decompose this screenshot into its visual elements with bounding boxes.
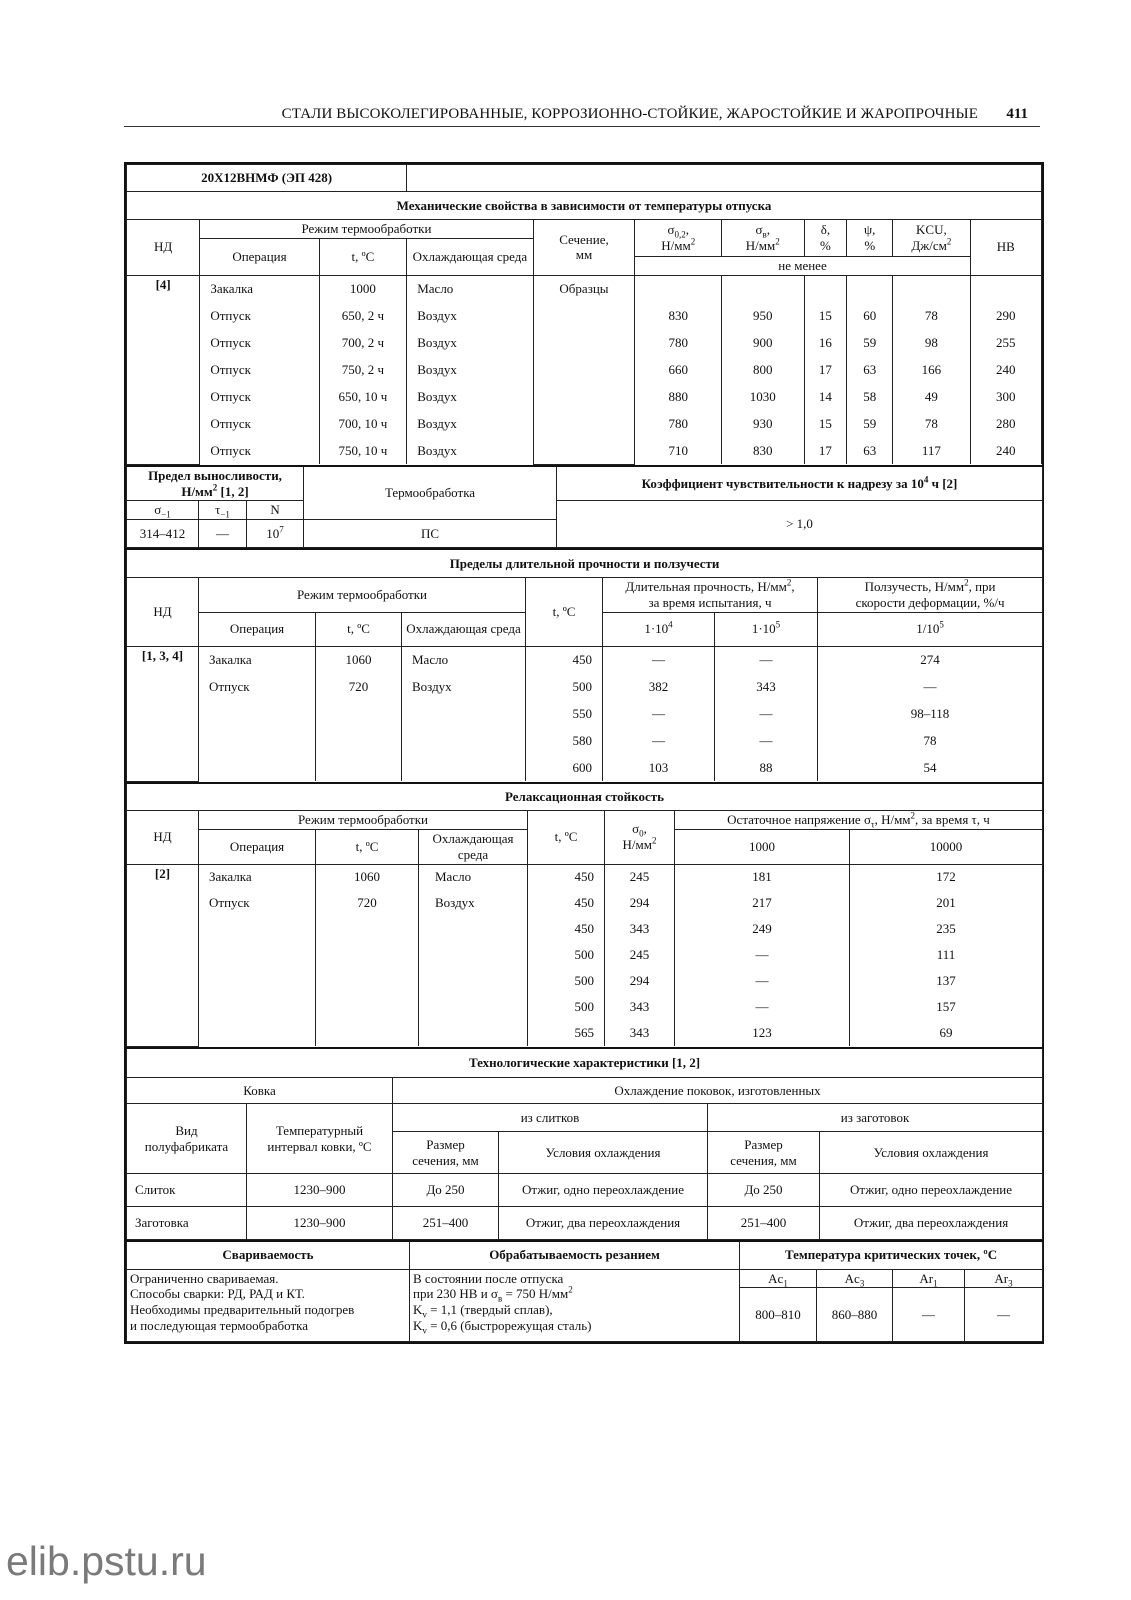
- mech-d: [804, 275, 847, 302]
- tech-title: Технологические характеристики [1, 2]: [127, 1048, 1043, 1078]
- relax-operation: Отпуск: [199, 890, 316, 916]
- mech-s02: [635, 275, 722, 302]
- tech-range: 1230–900: [247, 1174, 393, 1207]
- mech-h-psi: ψ, %: [847, 220, 893, 257]
- tech-h-range: Температурный интервал ковки, ºC: [247, 1104, 393, 1174]
- creep-cooling: Масло: [402, 646, 526, 673]
- relax-1000: —: [675, 942, 850, 968]
- relax-t: [316, 916, 419, 942]
- creep-h-nd: НД: [127, 577, 199, 646]
- relax-10000: 111: [850, 942, 1043, 968]
- table-row: [127, 673, 1043, 700]
- mech-cooling: Воздух: [407, 329, 533, 356]
- mech-s02: 830: [635, 302, 722, 329]
- mech-temp: 750, 2 ч: [319, 356, 407, 383]
- tech-size-1: 251–400: [393, 1207, 499, 1240]
- running-header: [124, 106, 1040, 127]
- mech-d: 17: [804, 437, 847, 464]
- mech-sb: 800: [722, 356, 805, 383]
- mech-sb: 1030: [722, 383, 805, 410]
- mech-hb: 240: [970, 356, 1041, 383]
- mech-title: Механические свойства в зависимости от температуры отпуска: [127, 192, 1042, 220]
- relax-operation: [199, 1020, 316, 1046]
- mech-h-nd: НД: [127, 220, 200, 276]
- table-row: [127, 968, 1043, 994]
- relax-nd: [2]: [127, 864, 199, 1046]
- tech-h-cooling: Охлаждение поковок, изготовленных: [393, 1078, 1043, 1104]
- tech-type: Заготовка: [127, 1207, 247, 1240]
- fatigue-sigma: 314–412: [127, 520, 199, 548]
- creep-l2: —: [715, 727, 818, 754]
- table-row: [127, 646, 1043, 673]
- notch-title: Коэффициент чувствительности к надрезу за $10^4$ ч [2]: [557, 466, 1043, 501]
- creep-table: [126, 548, 1043, 781]
- creep-c: 54: [818, 754, 1043, 781]
- relax-temp: 500: [528, 994, 605, 1020]
- relax-h-t: t, ºC: [316, 829, 419, 864]
- creep-operation: Закалка: [199, 646, 316, 673]
- tech-h-cond-1: Условия охлаждения: [499, 1132, 708, 1174]
- mech-operation: Отпуск: [200, 356, 319, 383]
- relax-h-temp: t, ºC: [528, 811, 605, 865]
- mech-h-section: Сечение, мм: [533, 220, 635, 276]
- relax-h-s0: $\sigma_0$, $Н/мм^2$: [605, 811, 675, 865]
- mech-sb: 950: [722, 302, 805, 329]
- mech-h-s02: $\sigma_{0,2}$, $Н/мм^2$: [635, 220, 722, 257]
- mech-cooling: Масло: [407, 275, 533, 302]
- relax-temp: 450: [528, 916, 605, 942]
- crit-ar1: —: [893, 1288, 965, 1342]
- relax-h-nd: НД: [127, 811, 199, 865]
- creep-h-creep: Ползучесть, $Н/мм^2$, при скорости деформации, %/ч: [818, 577, 1043, 612]
- relax-1000: —: [675, 968, 850, 994]
- relax-temp: 450: [528, 890, 605, 916]
- mech-operation: Отпуск: [200, 383, 319, 410]
- table-row: [127, 916, 1043, 942]
- mach-title: Обрабатываемость резанием: [410, 1241, 740, 1269]
- creep-t: [316, 727, 402, 754]
- relax-10000: 69: [850, 1020, 1043, 1046]
- creep-l1: 103: [603, 754, 715, 781]
- mech-nd: [4]: [127, 275, 200, 464]
- steel-datasheet: [124, 162, 1044, 1344]
- relax-t: [316, 1020, 419, 1046]
- table-row: [127, 1020, 1043, 1046]
- table-row: [127, 1207, 1043, 1240]
- mech-d: 16: [804, 329, 847, 356]
- mech-h-cooling: Охлаждающая среда: [407, 238, 533, 275]
- mech-h-mode: Режим термообработки: [200, 220, 533, 239]
- mach-line: $K_v = 1,1$ (твердый сплав),: [413, 1302, 553, 1320]
- creep-temp: 550: [526, 700, 603, 727]
- crit-h-ac3: $Ac_3$: [817, 1269, 893, 1288]
- tech-h-blanks: из заготовок: [708, 1104, 1043, 1132]
- fatigue-table: [126, 465, 1043, 549]
- tech-cond-2: Отжиг, два переохлаждения: [820, 1207, 1043, 1240]
- mech-h-hb: HB: [970, 220, 1041, 276]
- creep-c: 78: [818, 727, 1043, 754]
- tech-cond-2: Отжиг, одно переохлаждение: [820, 1174, 1043, 1207]
- relax-h-mode: Режим термообработки: [199, 811, 528, 830]
- mach-line: В состоянии после отпуска: [413, 1270, 564, 1286]
- relax-operation: [199, 942, 316, 968]
- relax-temp: 500: [528, 968, 605, 994]
- creep-temp: 500: [526, 673, 603, 700]
- mech-d: 15: [804, 410, 847, 437]
- creep-h-temp: t, ºC: [526, 577, 603, 646]
- watermark: elib.pstu.ru: [6, 1538, 207, 1584]
- tech-h-type: Вид полуфабриката: [127, 1104, 247, 1174]
- relax-1000: 217: [675, 890, 850, 916]
- relax-h-res: Остаточное напряжение $\sigma_\tau$, $Н/мм^2$, за время τ, ч: [675, 811, 1043, 830]
- creep-c: 98–118: [818, 700, 1043, 727]
- creep-c: —: [818, 673, 1043, 700]
- creep-operation: [199, 727, 316, 754]
- mach-text: [410, 1269, 740, 1342]
- tech-size-1: До 250: [393, 1174, 499, 1207]
- creep-l2: —: [715, 646, 818, 673]
- mech-psi: 63: [847, 437, 893, 464]
- fatigue-h-sigma: $\sigma_{-1}$: [127, 501, 199, 520]
- mech-cooling: Воздух: [407, 383, 533, 410]
- creep-title: Пределы длительной прочности и ползучести: [127, 549, 1043, 577]
- mech-hb: [970, 275, 1041, 302]
- mech-operation: Отпуск: [200, 329, 319, 356]
- relax-operation: [199, 916, 316, 942]
- mech-operation: Отпуск: [200, 302, 319, 329]
- relax-s0: 343: [605, 1020, 675, 1046]
- bottom-table: [126, 1240, 1043, 1342]
- relax-cooling: [419, 916, 528, 942]
- creep-t: [316, 754, 402, 781]
- mech-kcu: 78: [893, 302, 970, 329]
- mech-h-min: не менее: [635, 256, 970, 275]
- relax-operation: Закалка: [199, 864, 316, 890]
- creep-l1: —: [603, 646, 715, 673]
- relax-h-cooling: Охлаждающая среда: [419, 829, 528, 864]
- relax-10000: 137: [850, 968, 1043, 994]
- fatigue-n: $10^7$: [247, 520, 304, 548]
- creep-t: 720: [316, 673, 402, 700]
- relax-temp: 450: [528, 864, 605, 890]
- fatigue-title: Предел выносливости, $Н/мм^2$ [1, 2]: [127, 466, 304, 501]
- mach-line: при 230 HB и $\sigma_в = 750$ $Н/мм^2$: [413, 1285, 573, 1305]
- fatigue-tau: —: [199, 520, 247, 548]
- mech-cooling: Воздух: [407, 437, 533, 464]
- relax-operation: [199, 994, 316, 1020]
- creep-temp: 450: [526, 646, 603, 673]
- relax-s0: 245: [605, 864, 675, 890]
- relax-t: [316, 994, 419, 1020]
- mech-d: 17: [804, 356, 847, 383]
- creep-h-l2: $1\cdot 10^5$: [715, 612, 818, 646]
- mech-s02: 880: [635, 383, 722, 410]
- mech-h-operation: Операция: [200, 238, 319, 275]
- relax-h-10000: 10000: [850, 829, 1043, 864]
- crit-h-ar1: $Ar_1$: [893, 1269, 965, 1288]
- relax-10000: 201: [850, 890, 1043, 916]
- creep-temp: 580: [526, 727, 603, 754]
- creep-h-cooling: Охлаждающая среда: [402, 612, 526, 646]
- creep-l2: 88: [715, 754, 818, 781]
- mechanical-table: [126, 164, 1042, 465]
- mech-psi: [847, 275, 893, 302]
- tech-table: [126, 1047, 1043, 1241]
- creep-cooling: Воздух: [402, 673, 526, 700]
- weld-line: Необходимы предварительный подогрев: [130, 1302, 355, 1318]
- creep-cooling: [402, 727, 526, 754]
- mech-s02: 710: [635, 437, 722, 464]
- mech-hb: 280: [970, 410, 1041, 437]
- creep-h-t: t, ºC: [316, 612, 402, 646]
- creep-nd: [1, 3, 4]: [127, 646, 199, 781]
- table-row: [127, 994, 1043, 1020]
- tech-size-2: 251–400: [708, 1207, 820, 1240]
- relax-s0: 294: [605, 968, 675, 994]
- table-row: [127, 727, 1043, 754]
- table-row: [127, 754, 1043, 781]
- crit-ac1: 800–810: [740, 1288, 817, 1342]
- fatigue-h-n: N: [247, 501, 304, 520]
- creep-h-long: Длительная прочность, $Н/мм^2$, за время испытания, ч: [603, 577, 818, 612]
- mech-psi: 59: [847, 329, 893, 356]
- mech-d: 15: [804, 302, 847, 329]
- creep-t: [316, 700, 402, 727]
- mech-s02: 780: [635, 329, 722, 356]
- tech-h-cond-2: Условия охлаждения: [820, 1132, 1043, 1174]
- tech-cond-1: Отжиг, одно переохлаждение: [499, 1174, 708, 1207]
- mech-temp: 1000: [319, 275, 407, 302]
- tech-h-size-2: Размер сечения, мм: [708, 1132, 820, 1174]
- relax-h-1000: 1000: [675, 829, 850, 864]
- weld-text: [127, 1269, 410, 1342]
- relax-cooling: Масло: [419, 864, 528, 890]
- creep-operation: Отпуск: [199, 673, 316, 700]
- relax-1000: 249: [675, 916, 850, 942]
- mech-temp: 750, 10 ч: [319, 437, 407, 464]
- relax-temp: 500: [528, 942, 605, 968]
- relax-10000: 172: [850, 864, 1043, 890]
- relax-10000: 157: [850, 994, 1043, 1020]
- relax-s0: 294: [605, 890, 675, 916]
- relax-t: [316, 942, 419, 968]
- mech-operation: Закалка: [200, 275, 319, 302]
- relax-cooling: Воздух: [419, 890, 528, 916]
- weld-title: Свариваемость: [127, 1241, 410, 1269]
- creep-h-mode: Режим термообработки: [199, 577, 526, 612]
- mach-line: $K_v = 0,6$ (быстрорежущая сталь): [413, 1318, 592, 1336]
- mech-kcu: 78: [893, 410, 970, 437]
- mech-d: 14: [804, 383, 847, 410]
- mech-kcu: 98: [893, 329, 970, 356]
- weld-line: Способы сварки: РД, РАД и КТ.: [130, 1286, 305, 1302]
- mech-s02: 780: [635, 410, 722, 437]
- mech-temp: 650, 2 ч: [319, 302, 407, 329]
- tech-range: 1230–900: [247, 1207, 393, 1240]
- creep-l1: —: [603, 700, 715, 727]
- mech-sb: 930: [722, 410, 805, 437]
- table-row: [127, 700, 1043, 727]
- fatigue-h-tau: $\tau_{-1}$: [199, 501, 247, 520]
- tech-h-size-1: Размер сечения, мм: [393, 1132, 499, 1174]
- relax-t: [316, 968, 419, 994]
- creep-temp: 600: [526, 754, 603, 781]
- creep-operation: [199, 700, 316, 727]
- table-row: [127, 275, 1042, 302]
- mech-cooling: Воздух: [407, 356, 533, 383]
- tech-cond-1: Отжиг, два переохлаждения: [499, 1207, 708, 1240]
- mech-psi: 60: [847, 302, 893, 329]
- mech-psi: 63: [847, 356, 893, 383]
- creep-h-operation: Операция: [199, 612, 316, 646]
- mech-h-sb: $\sigma_в$, $Н/мм^2$: [722, 220, 805, 257]
- relax-title: Релаксационная стойкость: [127, 783, 1043, 811]
- mech-operation: Отпуск: [200, 410, 319, 437]
- relax-s0: 343: [605, 994, 675, 1020]
- relax-h-operation: Операция: [199, 829, 316, 864]
- mech-cooling: Воздух: [407, 302, 533, 329]
- relax-cooling: [419, 942, 528, 968]
- creep-t: 1060: [316, 646, 402, 673]
- creep-operation: [199, 754, 316, 781]
- fatigue-h-heat: Термообработка: [304, 466, 557, 520]
- mech-sb: [722, 275, 805, 302]
- creep-h-l1: $1\cdot 10^4$: [603, 612, 715, 646]
- relax-cooling: [419, 968, 528, 994]
- mech-kcu: 166: [893, 356, 970, 383]
- creep-c: 274: [818, 646, 1043, 673]
- mech-temp: 700, 2 ч: [319, 329, 407, 356]
- crit-h-ar3: $Ar_3$: [965, 1269, 1043, 1288]
- tech-h-ingots: из слитков: [393, 1104, 708, 1132]
- mech-psi: 58: [847, 383, 893, 410]
- steel-grade: 20Х12ВНМФ (ЭП 428): [127, 165, 407, 192]
- mech-temp: 650, 10 ч: [319, 383, 407, 410]
- relax-10000: 235: [850, 916, 1043, 942]
- mech-hb: 255: [970, 329, 1041, 356]
- mech-kcu: [893, 275, 970, 302]
- relax-1000: 181: [675, 864, 850, 890]
- notch-value: > 1,0: [557, 501, 1043, 548]
- mech-hb: 290: [970, 302, 1041, 329]
- relax-operation: [199, 968, 316, 994]
- crit-h-ac1: $Ac_1$: [740, 1269, 817, 1288]
- crit-ac3: 860–880: [817, 1288, 893, 1342]
- creep-l1: —: [603, 727, 715, 754]
- relax-1000: 123: [675, 1020, 850, 1046]
- header-title: СТАЛИ ВЫСОКОЛЕГИРОВАННЫЕ, КОРРОЗИОННО-СТОЙКИЕ, ЖАРОСТОЙКИЕ И ЖАРОПРОЧНЫЕ: [281, 106, 978, 122]
- relax-cooling: [419, 1020, 528, 1046]
- table-row: [127, 942, 1043, 968]
- mech-s02: 660: [635, 356, 722, 383]
- table-row: [127, 864, 1043, 890]
- mech-kcu: 117: [893, 437, 970, 464]
- relax-s0: 343: [605, 916, 675, 942]
- crit-ar3: —: [965, 1288, 1043, 1342]
- relax-1000: —: [675, 994, 850, 1020]
- table-row: [127, 1174, 1043, 1207]
- mech-cooling: Воздух: [407, 410, 533, 437]
- mech-h-temp: t, ºC: [319, 238, 407, 275]
- mech-h-delta: δ, %: [804, 220, 847, 257]
- table-row: [127, 890, 1043, 916]
- mech-hb: 300: [970, 383, 1041, 410]
- mech-section: Образцы: [533, 275, 635, 464]
- weld-line: и последующая термообработка: [130, 1318, 309, 1334]
- creep-h-c1: $1/10^5$: [818, 612, 1043, 646]
- mech-kcu: 49: [893, 383, 970, 410]
- mech-sb: 830: [722, 437, 805, 464]
- weld-line: Ограниченно свариваемая.: [130, 1270, 279, 1286]
- page-number: 411: [1006, 106, 1028, 122]
- creep-l2: —: [715, 700, 818, 727]
- relax-table: [126, 782, 1043, 1047]
- creep-l1: 382: [603, 673, 715, 700]
- tech-type: Слиток: [127, 1174, 247, 1207]
- fatigue-heat: ПС: [304, 520, 557, 548]
- relax-cooling: [419, 994, 528, 1020]
- mech-operation: Отпуск: [200, 437, 319, 464]
- mech-hb: 240: [970, 437, 1041, 464]
- relax-t: 720: [316, 890, 419, 916]
- relax-t: 1060: [316, 864, 419, 890]
- creep-cooling: [402, 700, 526, 727]
- mech-temp: 700, 10 ч: [319, 410, 407, 437]
- creep-l2: 343: [715, 673, 818, 700]
- tech-h-forging: Ковка: [127, 1078, 393, 1104]
- crit-title: Температура критических точек, ºC: [740, 1241, 1043, 1269]
- mech-psi: 59: [847, 410, 893, 437]
- mech-h-kcu: KCU, $Дж/см^2$: [893, 220, 970, 257]
- tech-size-2: До 250: [708, 1174, 820, 1207]
- mech-sb: 900: [722, 329, 805, 356]
- relax-temp: 565: [528, 1020, 605, 1046]
- relax-s0: 245: [605, 942, 675, 968]
- creep-cooling: [402, 754, 526, 781]
